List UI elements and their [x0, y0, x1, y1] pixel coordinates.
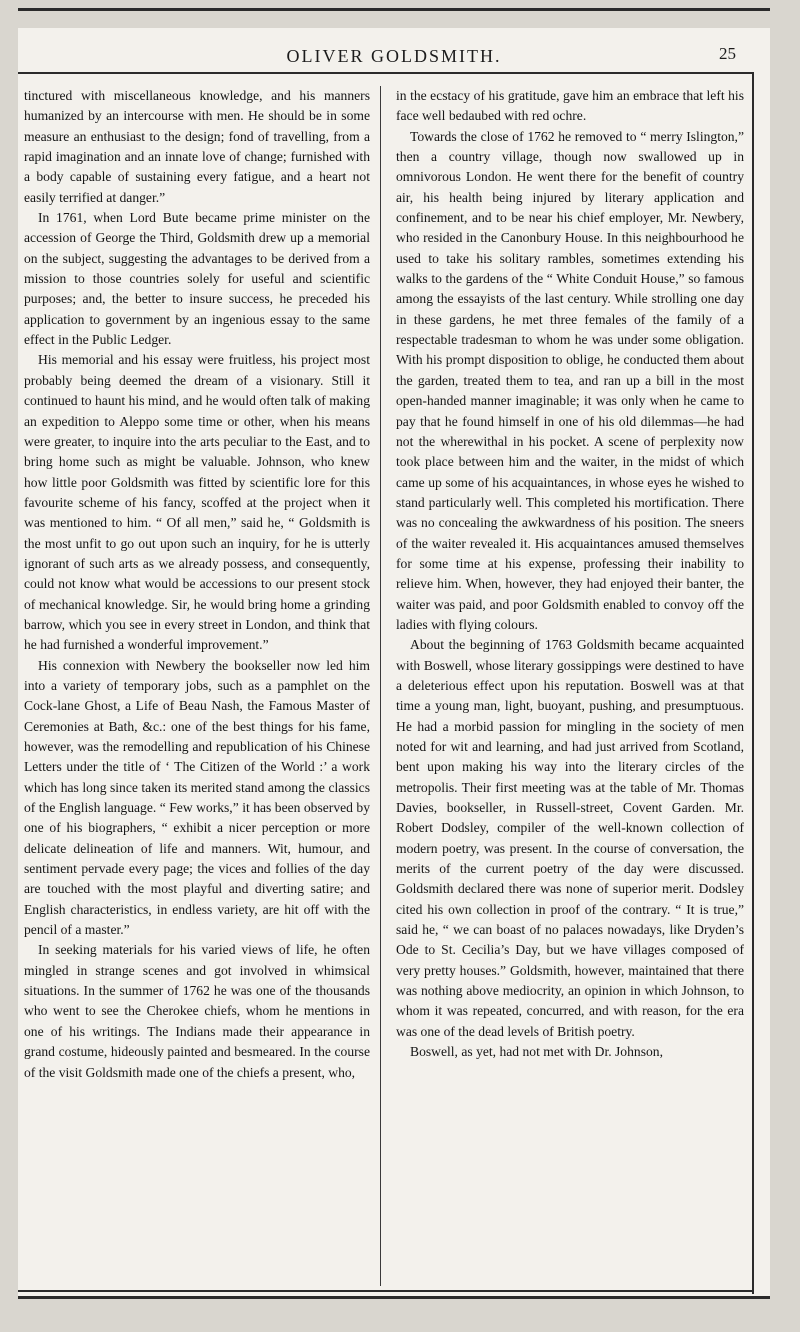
paragraph: Towards the close of 1762 he removed to “ merry Islington,” then a country village, though now swallowed up in omnivorous London. He went there for the benefit of country air, his health being injured by literary application and confinement, and to be near his chief employer, Mr. Newbery, who resided in the Canonbury House. In this neighbourhood he used to take his solitary rambles, sometimes extending his walks to the gardens of the “ White Conduit House,” so famous among the essayists of the last century. While strolling one day in these gardens, he met three females of the family of a respectable tradesman to whom he was under some obligation. With his prompt disposition to oblige, he conducted them about the garden, treated them to tea, and ran up a bill in the most open-handed manner imaginable; it was only when he came to pay that he found himself in one of his old dilemmas—he had not the wherewithal in his pocket. A scene of perplexity now took place between him and the waiter, in the midst of which came up some of his acquaintances, in whose eyes he wished to stand particularly well. This completed his mortification. There was no concealing the awkwardness of his position. The sneers of the waiter revealed it. His acquaintances amused themselves for some time at his expense, professing their inability to relieve him. When, however, they had enjoyed their banter, the waiter was paid, and poor Goldsmith enabled to convoy off the ladies with flying colours. [396, 128, 744, 632]
right-border-rule [752, 72, 754, 1294]
paragraph: In seeking materials for his varied views of life, he often mingled in strange scenes and got involved in whimsical situations. In the summer of 1762 he was one of the thousands who went to see the Cherokee chiefs, whom he mentions in one of his writings. The Indians made their appearance in grand costume, hideously painted and besmeared. In the course of the visit Goldsmith made one of the chiefs a present, who, [24, 942, 370, 1080]
column-divider [380, 86, 381, 1286]
top-frame-line [18, 8, 770, 11]
paragraph: tinctured with miscellaneous knowledge, and his manners humanized by an intercourse with men. He should be in some measure an enthusiast to the design; fond of travelling, from a rapid imagination and an innate love of change; furnished with a body capable of sustaining every fatigue, and a heart not easily terrified at danger.” [24, 88, 370, 205]
paragraph: His memorial and his essay were fruitless, his project most probably being deemed the dream of a visionary. Still it continued to haunt his mind, and he would often talk of making an expedition to Aleppo some time or other, when his means were greater, to inquire into the arts peculiar to the East, and to bring home such as might be valuable. Johnson, who knew how little poor Goldsmith was fitted by scientific lore for this favourite scheme of his fancy, scoffed at the project when it was mentioned to him. “ Of all men,” said he, “ Goldsmith is the most unfit to go out upon such an inquiry, for he is utterly ignorant of such arts as we already possess, and consequently, could not know what would be accessions to our present stock of mechanical knowledge. Sir, he would bring home a grinding barrow, which you see in every street in London, and think that he had furnished a wonderful improvement.” [24, 352, 370, 653]
paragraph: In 1761, when Lord Bute became prime minister on the accession of George the Third, Goldsmith drew up a memorial on the subject, suggesting the advantages to be derived from a mission to those countries solely for useful and scientific purposes; and, the better to insure success, he preceded his application to government by an ingenious essay to the same effect in the Public Ledger. [24, 210, 370, 348]
page-header [18, 28, 770, 70]
left-column [24, 86, 370, 1292]
paragraph: in the ecstacy of his gratitude, gave him an embrace that left his face well bedaubed with red ochre. [396, 88, 744, 124]
book-page [18, 28, 770, 1296]
page-number: 25 [719, 44, 736, 63]
paragraph: About the beginning of 1763 Goldsmith became acquainted with Boswell, whose literary gossippings were destined to have a deleterious effect upon his reputation. Boswell was at that time a young man, light, buoyant, pushing, and presumptuous. He had a morbid passion for mingling in the society of men noted for wit and learning, and had just arrived from Scotland, bent upon making his way into the literary circles of the metropolis. Their first meeting was at the table of Mr. Thomas Davies, bookseller, in Russell-street, Covent Garden. Mr. Robert Dodsley, compiler of the well-known collection of modern poetry, was present. In the course of conversation, the merits of the current poetry of the day were discussed. Goldsmith declared there was none of superior merit. Dodsley cited his own collection in proof of the contrary. “ It is true,” said he, “ we can boast of no palaces nowadays, like Dryden’s Ode to St. Cecilia’s Day, but we have villages composed of very pretty houses.” Goldsmith, however, maintained that there was nothing above mediocrity, an opinion in which Johnson, to whom it was repeated, concurred, and with reason, for the era was one of the dead levels of British poetry. [396, 637, 744, 1039]
paragraph: His connexion with Newbery the bookseller now led him into a variety of temporary jobs, such as a pamphlet on the Cock-lane Ghost, a Life of Beau Nash, the Famous Master of Ceremonies at Bath, &c.: one of the best things for his fame, however, was the remodelling and republication of his Chinese Letters under the title of ‘ The Citizen of the World :’ a work which has long since taken its merited stand among the classics of the English language. “ Few works,” it has been observed by one of his biographers, “ exhibit a nicer perception or more delicate delineation of life and manners. Wit, humour, and sentiment pervade every page; the vices and follies of the day are touched with the most playful and diverting satire; and English characteristics, in endless variety, are hit off with the pencil of a master.” [24, 657, 370, 938]
paragraph: Boswell, as yet, had not met with Dr. Johnson, [410, 1044, 663, 1060]
right-column [396, 86, 744, 1292]
bottom-rule [18, 1290, 754, 1292]
header-rule [18, 72, 754, 74]
running-head: OLIVER GOLDSMITH. [286, 46, 502, 66]
bottom-frame-line [18, 1296, 770, 1299]
